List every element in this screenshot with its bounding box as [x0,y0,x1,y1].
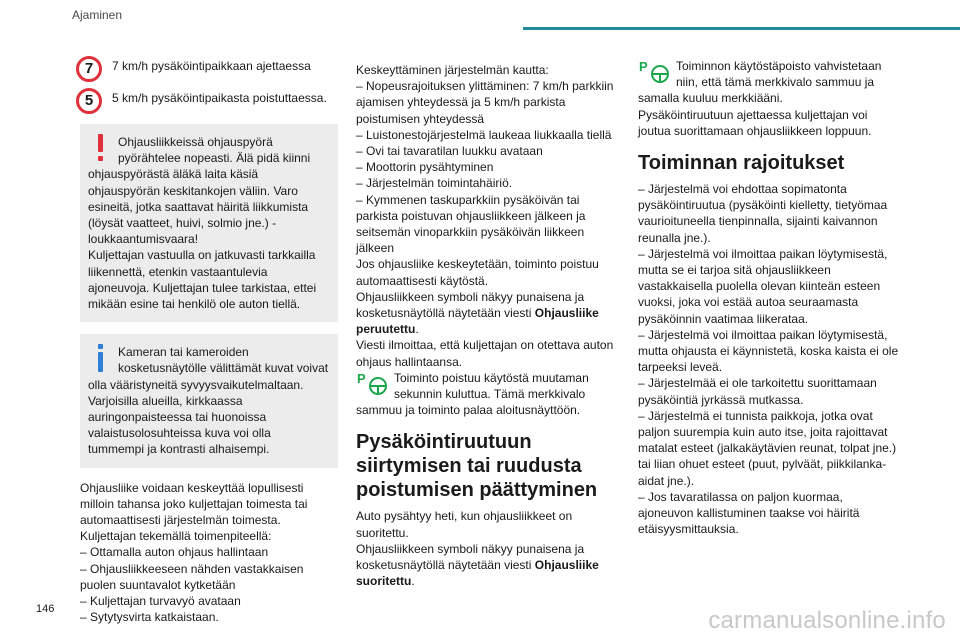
info-text: Kameran tai kameroiden kosketusnäytölle välittämät kuvat voivat olla vääristyneitä syvyysvaikutelmaltaan. Varjoisilla alueilla, kirkkaassa auringonpaisteessa tai huonoissa valaistusolosuhteissa kuva voi olla tummempi ja kontrasti alhaisempi. [88,345,329,457]
header-rule [523,27,960,30]
finish-text: Pysäköintiruutuun ajettaessa kuljettajan voi joutua suorittamaan ohjausliikkeen loppuun. [638,107,872,138]
svg-text:P: P [639,59,648,74]
warning-text: Ohjausliikkeissä ohjauspyörä pyörähtelee nopeasti. Älä pidä kiinni ohjauspyörästä äläkä laita käsiä ohjauspyörän keskitankojen väliin. Varo esineitä, jotka saattavat häiritä liikkumista (löysät vaatteet, huivi, solmio jne.) - loukkaantumisvaara! Kuljettajan vastuulla on jatkuvasti tarkkailla liikennettä, etenkin vastaantulevia ajoneuvoja. Kuljettajan tulee tarkistaa, ettei mikään esine tai henkilö ole auton tiellä. [88,135,317,312]
watermark: carmanualsonline.info [708,607,946,634]
section-heading: Toiminnan rajoitukset [638,152,845,175]
page-number: 146 [36,603,55,615]
step-text: 7 km/h pysäköintipaikkaan ajettaessa [112,59,311,73]
svg-text:P: P [357,370,366,386]
column-right [638,58,900,537]
info-icon [92,344,110,374]
parking-steering-icon [638,58,672,86]
step-text: 5 km/h pysäköintipaikasta poistuttaessa. [112,91,327,105]
column-middle [356,62,618,589]
completed-message: Ohjausliike suoritettu [356,558,599,589]
parking-steering-icon [356,370,390,398]
cancelled-message: Ohjausliike peruutettu [356,306,599,337]
indicator-paragraph [638,58,900,107]
warning-box [80,124,338,322]
info-box [80,334,338,467]
takeover-text: Viesti ilmoittaa, että kuljettajan on otettava auton ohjaus hallintaansa. [356,338,614,369]
limitations-text: – Järjestelmä voi ehdottaa sopimatonta pysäköintiruutua (pysäköinti kielletty, tietyömaa vaurioituneella tienpinnalla, sijainti kaivannon reunalla jne.). – Järjestelmä voi ilmoittaa paikan löytymisestä, mutta se ei tarjoa sitä ohjausliikkeen vastakkaisella puolella olevan kiinteän esteen vuoksi, joka voi estää autoa seuraamasta pysäköinnin vaatimaa liikerataa. – Järjestelmä voi ilmoittaa paikan löytymisestä, mutta ohjausta ei käynnistetä, koska kaista ei ole tarpeeksi leveä. – Järjestelmää ei ole tarkoitettu suorittamaan pysäköintiä jyrkässä mutkassa. – Järjestelmä ei tunnista paikkoja, jotka ovat paljon suurempia kuin auto itse, joita rajoittavat matalat esteet (jalkakäytävien reunat, tolpat jne.) tai liian ohuet esteet (puut, pylväät, piikkilanka-aidat jne.). – Jos tavaratilassa on paljon kuormaa, ajoneuvon kallistuminen taakse voi häiritä etäisyysmittauksia. [638,182,899,537]
indicator-text: Toiminto poistuu käytöstä muutaman sekunnin kuluttua. Tämä merkkivalo sammuu ja toiminto palaa aloitusnäyttöön. [356,370,589,418]
system-interrupt-text: Keskeyttäminen järjestelmän kautta: – Nopeusrajoituksen ylittäminen: 7 km/h parkkiin ajamisen yhteydessä ja 5 km/h parkista poistumisen yhteydessä – Luistonestojärjestelmä laukeaa liukkaalla tiellä – Ovi tai tavaratilan luukku avataan – Moottorin pysähtyminen – Järjestelmän toimintahäiriö. – Kymmenen taskuparkkiin pysäköivän tai parkista poistuvan ohjausliikkeen jälkeen ja seitsemän vinoparkkiin pysäköivän liikkeen jälkeen Jos ohjausliike keskeytetään, toiminto poistuu automaattisesti käytöstä. Ohjausliikkeen symboli näkyy punaisena ja kosketusnäytöllä näytetään viesti Ohjausliike peruutettu. [356,63,614,337]
section-heading: Pysäköintiruutuun siirtymisen tai ruudusta poistumisen päättyminen [356,431,598,502]
indicator-paragraph [356,370,618,419]
speed-step [80,58,338,86]
indicator-text: Toiminnon käytöstäpoisto vahvistetaan niin, että tämä merkkivalo sammuu ja samalla kuuluu merkkiääni. [638,59,882,106]
warning-icon [92,134,110,164]
section-label: Ajaminen [72,8,123,22]
speed-step [80,90,338,118]
speed-5-icon: 5 [76,88,102,114]
speed-7-icon: 7 [76,56,102,82]
interrupt-text: Ohjausliike voidaan keskeyttää lopullisesti milloin tahansa joko kuljettajan toimesta tai automaattisesti järjestelmän toimesta. Kuljettajan tekemällä toimenpiteellä: – Ottamalla auton ohjaus hallintaan – Ohjausliikkeeseen nähden vastakkaisen puolen suuntavalot kytketään – Kuljettajan turvavyö avataan – Sytytysvirta katkaistaan. [80,480,308,625]
column-left [80,58,338,625]
completion-text: Auto pysähtyy heti, kun ohjausliikkeet on suoritettu. Ohjausliikkeen symboli näkyy punaisena ja kosketusnäytöllä näytetään viesti Ohjausliike suoritettu. [356,509,599,589]
